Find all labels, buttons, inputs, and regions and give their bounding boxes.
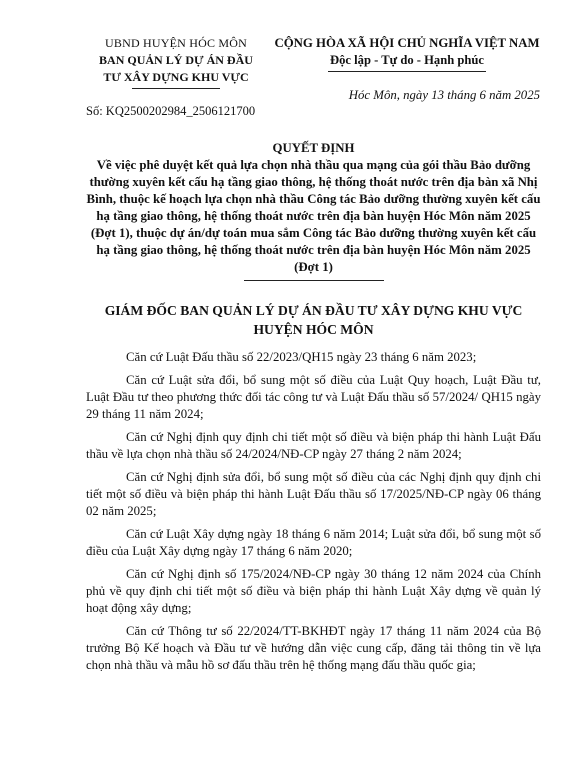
nation-name: CỘNG HÒA XÃ HỘI CHỦ NGHĨA VIỆT NAM	[274, 36, 540, 50]
national-motto: Độc lập - Tự do - Hạnh phúc	[330, 53, 484, 67]
agency-name-line1: BAN QUẢN LÝ DỰ ÁN ĐẦU	[99, 53, 253, 67]
issuing-authority: GIÁM ĐỐC BAN QUẢN LÝ DỰ ÁN ĐẦU TƯ XÂY DỰNG KHU VỰC HUYỆN HÓC MÔN	[104, 303, 523, 337]
place-and-date: Hóc Môn, ngày 13 tháng 6 năm 2025	[348, 88, 540, 102]
legal-basis-paragraph: Căn cứ Nghị định quy định chi tiết một số điều và biện pháp thi hành Luật Đấu thầu về lựa chọn nhà thầu số 24/2024/NĐ-CP ngày 27 tháng 2 năm 2024;	[86, 430, 541, 461]
parent-agency: UBND HUYỆN HÓC MÔN	[105, 36, 247, 50]
national-title	[274, 35, 540, 72]
issuing-agency	[86, 35, 266, 89]
legal-basis-paragraph: Căn cứ Thông tư số 22/2024/TT-BKHĐT ngày 17 tháng 11 năm 2024 của Bộ trưởng Bộ Kế hoạch và Đầu tư về hướng dẫn việc cung cấp, đăng tải thông tin về lựa chọn nhà thầu và mẫu hồ sơ đấu thầu trên hệ thống mạng đấu thầu quốc gia;	[86, 624, 541, 672]
agency-underline	[132, 88, 220, 89]
decision-heading: QUYẾT ĐỊNH	[272, 141, 355, 155]
document-header	[86, 0, 541, 122]
decision-subject: Về việc phê duyệt kết quả lựa chọn nhà thầu qua mạng của gói thầu Bảo dưỡng thường xuyên kết cấu hạ tầng giao thông, hệ thống thoát nước trên địa bàn xã Nhị Bình, thuộc kế hoạch lựa chọn nhà thầu Công tác Bảo dưỡng thường xuyên kết cấu hạ tầng giao thông, hệ thống thoát nước trên địa bàn huyện Hóc Môn năm 2025 (Đợt 1), thuộc dự án/dự toán mua sắm Công tác Bảo dưỡng thường xuyên kết cấu hạ tầng giao thông, hệ thống thoát nước trên địa bàn huyện Hóc Môn năm 2025 (Đợt 1)	[86, 158, 541, 274]
legal-basis-paragraph: Căn cứ Luật Xây dựng ngày 18 tháng 6 năm 2014; Luật sửa đổi, bổ sung một số điều của Luật Xây dựng ngày 17 tháng 6 năm 2020;	[86, 527, 541, 558]
legal-basis-paragraph: Căn cứ Nghị định số 175/2024/NĐ-CP ngày 30 tháng 12 năm 2024 của Chính phủ về quy định chi tiết một số điều và biện pháp thi hành Luật Xây dựng về quản lý hoạt động xây dựng;	[86, 567, 541, 615]
legal-basis-paragraph: Căn cứ Nghị định sửa đổi, bổ sung một số điều của các Nghị định quy định chi tiết một số điều và biện pháp thi hành Luật Đấu thầu số 17/2025/NĐ-CP ngày 06 tháng 02 năm 2025;	[86, 470, 541, 518]
decision-title	[86, 140, 541, 281]
agency-name-line2: TƯ XÂY DỰNG KHU VỰC	[103, 70, 249, 84]
document-number: Số: KQ2500202984_2506121700	[86, 104, 256, 118]
title-underline	[244, 280, 384, 281]
document-body	[86, 349, 541, 674]
legal-basis-paragraph: Căn cứ Luật sửa đổi, bổ sung một số điều của Luật Quy hoạch, Luật Đầu tư, Luật Đầu tư theo phương thức đối tác công tư và Luật Đấu thầu số 57/2024/ QH15 ngày 29 tháng 11 năm 2024;	[86, 373, 541, 421]
motto-underline	[328, 71, 486, 72]
legal-basis-paragraph: Căn cứ Luật Đấu thầu số 22/2023/QH15 ngày 23 tháng 6 năm 2023;	[126, 350, 477, 364]
